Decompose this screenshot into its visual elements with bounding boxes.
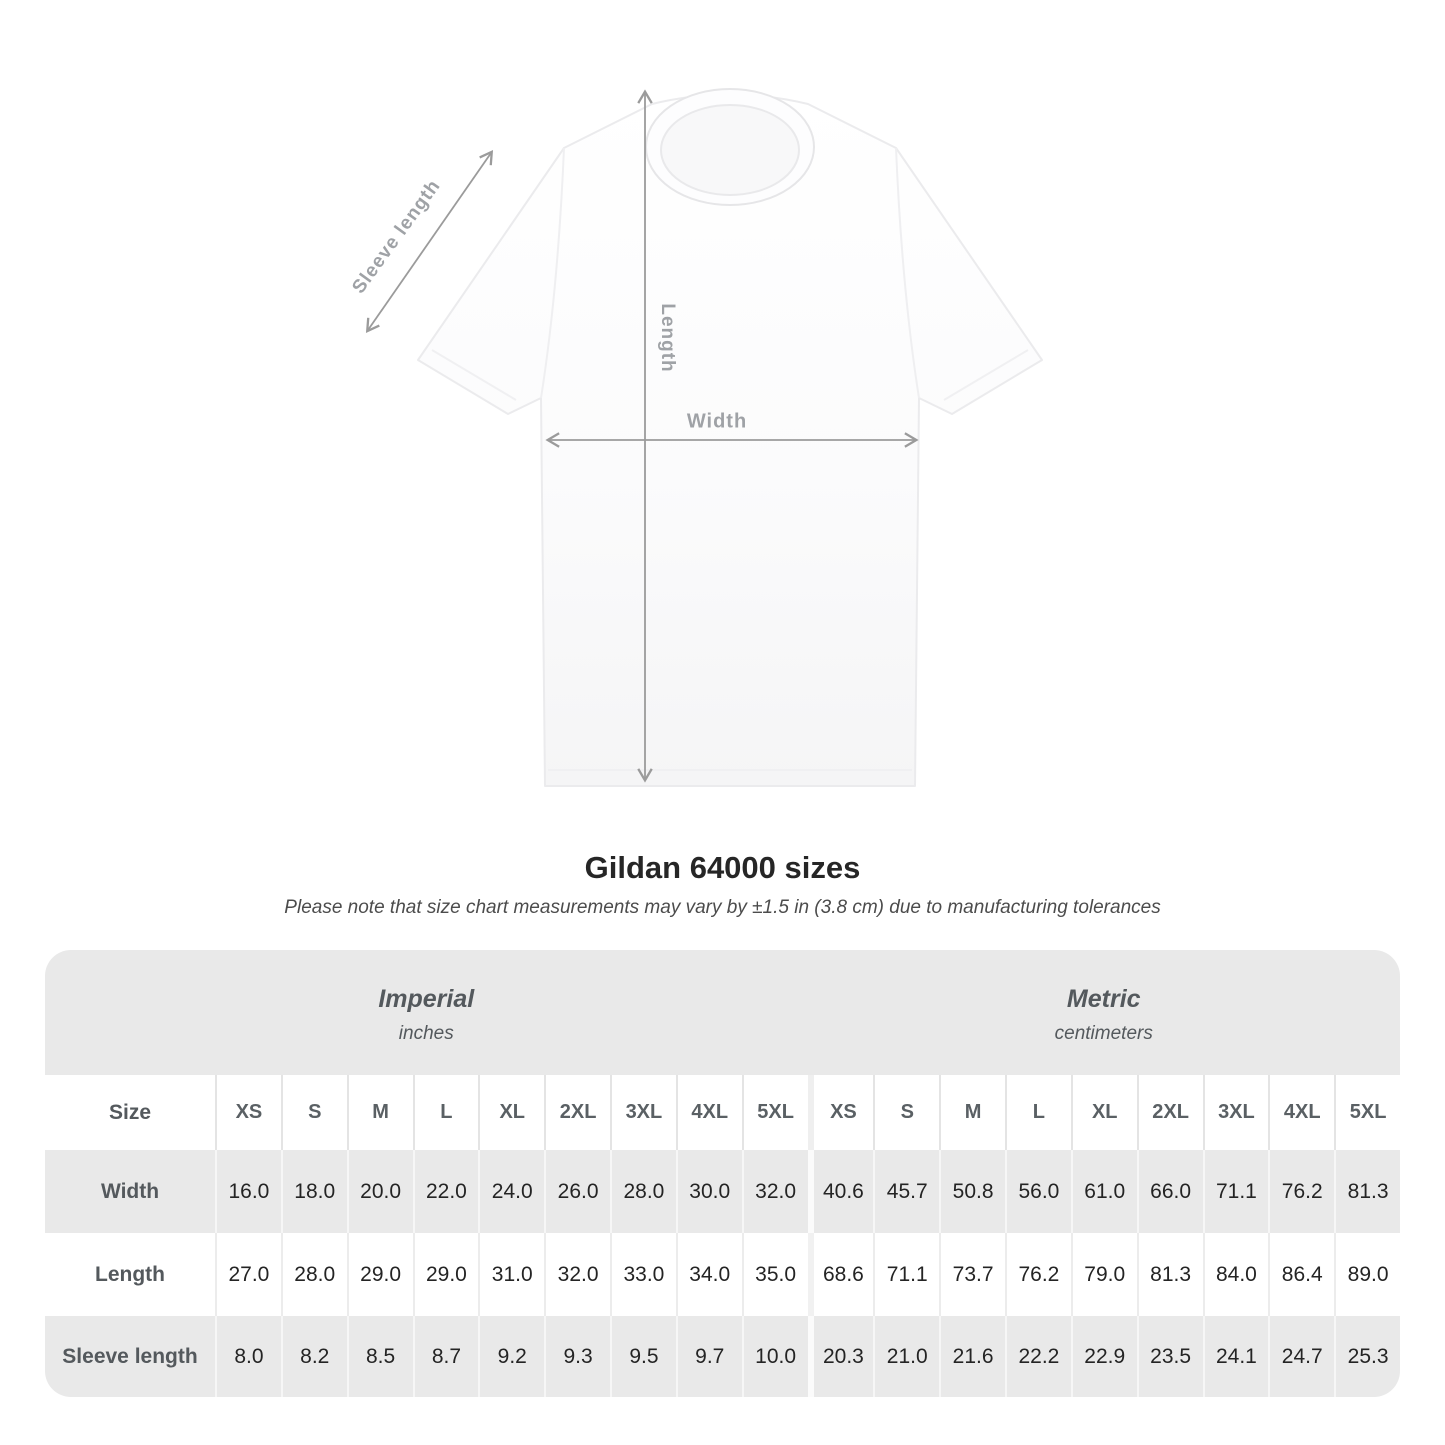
length-imperial-value: 29.0: [413, 1233, 479, 1316]
imperial-header-title: Imperial: [378, 984, 475, 1013]
length-metric-value: 89.0: [1334, 1233, 1400, 1316]
col-header-metric-xs: XS: [808, 1075, 874, 1150]
imperial-header: [45, 950, 808, 1075]
length-metric-value: 76.2: [1005, 1233, 1071, 1316]
metric-header-title: Metric: [1066, 984, 1141, 1013]
col-header-imperial-4xl: 4XL: [676, 1075, 742, 1150]
sleeve-metric-value: 24.7: [1268, 1316, 1334, 1397]
sleeve-metric-value: 24.1: [1203, 1316, 1269, 1397]
col-header-imperial-2xl: 2XL: [544, 1075, 610, 1150]
length-metric-value: 71.1: [873, 1233, 939, 1316]
width-imperial-value: 18.0: [281, 1150, 347, 1233]
table-row-width: [45, 1150, 1400, 1233]
sleeve-imperial-value: 9.7: [676, 1316, 742, 1397]
width-imperial-value: 28.0: [610, 1150, 676, 1233]
col-header-metric-xl: XL: [1071, 1075, 1137, 1150]
width-label: Width: [686, 410, 748, 433]
length-metric-value: 68.6: [808, 1233, 874, 1316]
sleeve-metric-value: 23.5: [1137, 1316, 1203, 1397]
length-metric-value: 79.0: [1071, 1233, 1137, 1316]
length-imperial-value: 31.0: [478, 1233, 544, 1316]
tolerance-note: Please note that size chart measurements may vary by ±1.5 in (3.8 cm) due to manufacturing tolerances: [284, 897, 1161, 918]
width-imperial-value: 16.0: [215, 1150, 281, 1233]
col-header-imperial-s: S: [281, 1075, 347, 1150]
length-imperial-value: 29.0: [347, 1233, 413, 1316]
sleeve-imperial-value: 9.5: [610, 1316, 676, 1397]
metric-header-unit: centimeters: [1054, 1022, 1153, 1044]
row-label-width: Width: [100, 1179, 160, 1203]
page-title: Gildan 64000 sizes: [584, 850, 861, 885]
width-metric-value: 56.0: [1005, 1150, 1071, 1233]
sleeve-imperial-value: 10.0: [742, 1316, 808, 1397]
sleeve-imperial-value: 8.0: [215, 1316, 281, 1397]
size-table: [45, 950, 1400, 1397]
width-imperial-value: 32.0: [742, 1150, 808, 1233]
col-header-imperial-m: M: [347, 1075, 413, 1150]
metric-header: [808, 950, 1401, 1075]
sleeve-metric-value: 22.2: [1005, 1316, 1071, 1397]
width-metric-value: 66.0: [1137, 1150, 1203, 1233]
width-imperial-value: 24.0: [478, 1150, 544, 1233]
col-header-metric-3xl: 3XL: [1203, 1075, 1269, 1150]
width-metric-value: 50.8: [939, 1150, 1005, 1233]
length-imperial-value: 28.0: [281, 1233, 347, 1316]
length-metric-value: 73.7: [939, 1233, 1005, 1316]
length-imperial-value: 32.0: [544, 1233, 610, 1316]
width-imperial-value: 30.0: [676, 1150, 742, 1233]
sleeve-metric-value: 25.3: [1334, 1316, 1400, 1397]
col-header-metric-4xl: 4XL: [1268, 1075, 1334, 1150]
width-metric-value: 61.0: [1071, 1150, 1137, 1233]
sleeve-metric-value: 21.6: [939, 1316, 1005, 1397]
row-label-length: Length: [95, 1262, 165, 1286]
sleeve-imperial-value: 8.2: [281, 1316, 347, 1397]
col-header-imperial-5xl: 5XL: [742, 1075, 808, 1150]
col-header-imperial-l: L: [413, 1075, 479, 1150]
length-metric-value: 86.4: [1268, 1233, 1334, 1316]
width-imperial-value: 22.0: [413, 1150, 479, 1233]
col-header-imperial-xl: XL: [478, 1075, 544, 1150]
width-metric-value: 81.3: [1334, 1150, 1400, 1233]
length-metric-value: 84.0: [1203, 1233, 1269, 1316]
sleeve-metric-value: 20.3: [808, 1316, 874, 1397]
length-imperial-value: 34.0: [676, 1233, 742, 1316]
width-imperial-value: 20.0: [347, 1150, 413, 1233]
col-header-metric-s: S: [873, 1075, 939, 1150]
size-header-row: [45, 1075, 1400, 1150]
col-header-metric-2xl: 2XL: [1137, 1075, 1203, 1150]
length-metric-value: 81.3: [1137, 1233, 1203, 1316]
length-label: Length: [657, 303, 678, 373]
col-header-imperial-3xl: 3XL: [610, 1075, 676, 1150]
sleeve-metric-value: 22.9: [1071, 1316, 1137, 1397]
sleeve-imperial-value: 9.3: [544, 1316, 610, 1397]
table-row-length: [45, 1233, 1400, 1316]
col-header-metric-l: L: [1005, 1075, 1071, 1150]
width-metric-value: 45.7: [873, 1150, 939, 1233]
width-imperial-value: 26.0: [544, 1150, 610, 1233]
length-imperial-value: 35.0: [742, 1233, 808, 1316]
length-imperial-value: 33.0: [610, 1233, 676, 1316]
width-metric-value: 40.6: [808, 1150, 874, 1233]
length-imperial-value: 27.0: [215, 1233, 281, 1316]
sleeve-length-label: Sleeve length: [348, 175, 445, 298]
col-header-metric-m: M: [939, 1075, 1005, 1150]
sleeve-imperial-value: 9.2: [478, 1316, 544, 1397]
col-header-metric-5xl: 5XL: [1334, 1075, 1400, 1150]
unit-header-row: [45, 950, 1400, 1075]
imperial-header-unit: inches: [398, 1022, 454, 1044]
col-header-imperial-xs: XS: [215, 1075, 281, 1150]
sleeve-metric-value: 21.0: [873, 1316, 939, 1397]
size-column-header: Size: [108, 1100, 152, 1124]
table-row-sleeve-length: [45, 1316, 1400, 1397]
sleeve-imperial-value: 8.7: [413, 1316, 479, 1397]
width-metric-value: 76.2: [1268, 1150, 1334, 1233]
width-metric-value: 71.1: [1203, 1150, 1269, 1233]
row-label-sleeve-length: Sleeve length: [62, 1344, 198, 1368]
sleeve-imperial-value: 8.5: [347, 1316, 413, 1397]
